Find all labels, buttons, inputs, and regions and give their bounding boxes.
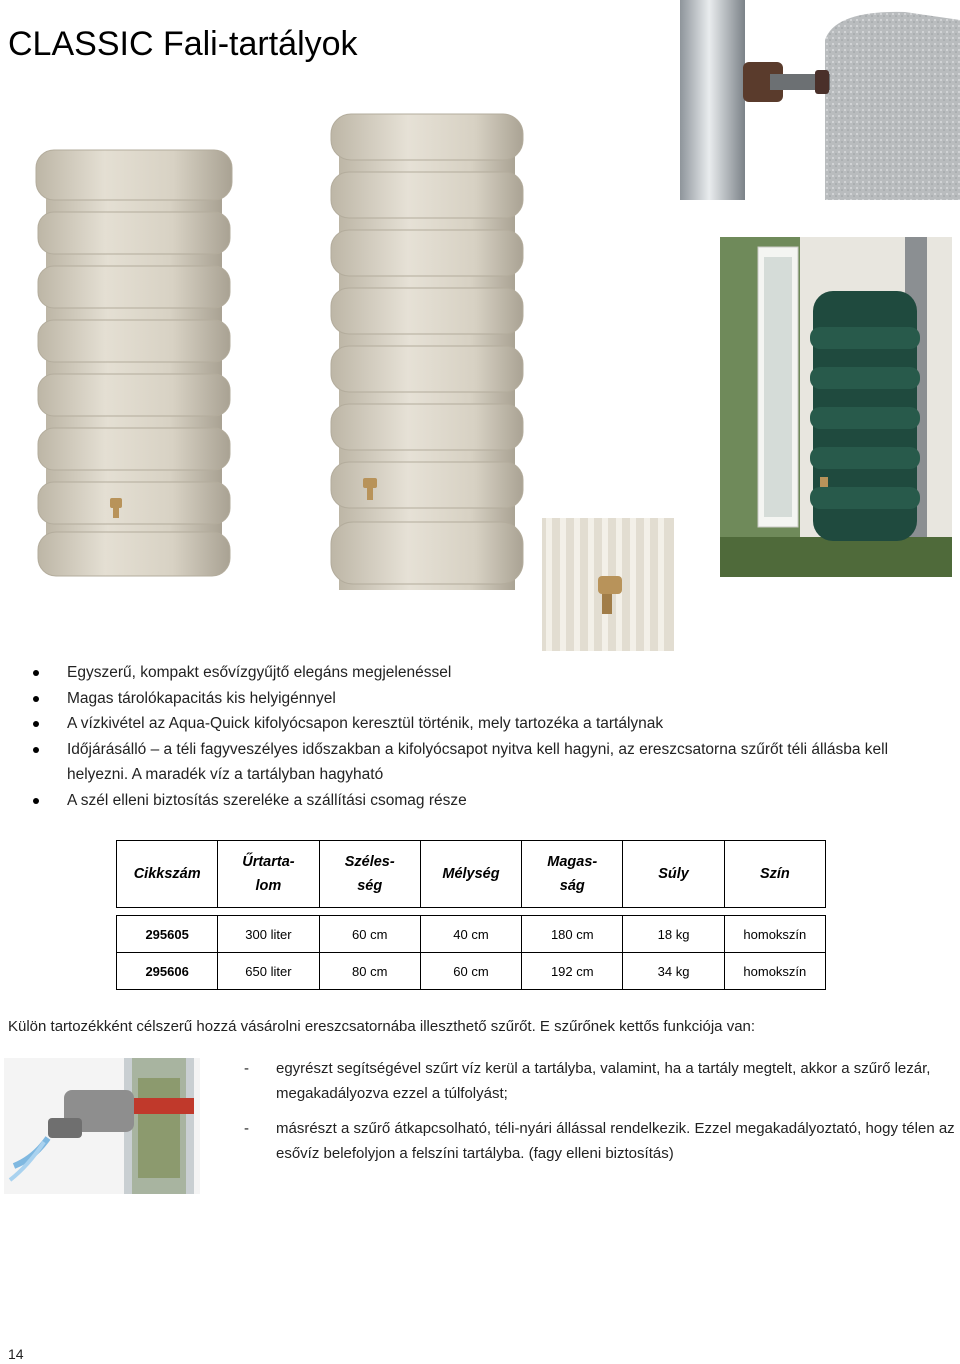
installed-tank-image: [720, 237, 952, 577]
cell-width: 80 cm: [319, 953, 420, 990]
list-item: [244, 1056, 956, 1106]
cell-capacity: 650 liter: [218, 953, 319, 990]
tap-closeup-image: [542, 518, 674, 651]
table-row: [117, 953, 826, 990]
list-item-text: másrészt a szűrő átkapcsolható, téli-nyári állással rendelkezik. Ezzel megakadályoztató, hogy télen az esővíz belefolyjon a felszíni tartályba. (fagy elleni biztosítás): [276, 1120, 955, 1162]
list-item: [244, 1116, 956, 1166]
header-weight: Súly: [623, 841, 724, 908]
table-row: [117, 916, 826, 953]
cell-depth: 40 cm: [420, 916, 521, 953]
cell-color: homokszín: [724, 953, 825, 990]
cell-height: 180 cm: [522, 916, 623, 953]
tank-large-image: [325, 110, 530, 610]
cell-code: 295606: [117, 953, 218, 990]
header-capacity: Űrtarta- lom: [218, 841, 319, 908]
accessory-list: [244, 1056, 956, 1176]
header-width: Széles- ség: [319, 841, 420, 908]
accessory-intro: Külön tartozékként célszerű hozzá vásárolni ereszcsatornába illeszthető szűrőt. E szűrőnek kettős funkciója van:: [8, 1018, 756, 1035]
feature-list: [30, 660, 950, 813]
table-spacer: [117, 908, 826, 916]
page-title: CLASSIC Fali-tartályok: [8, 24, 358, 63]
cell-depth: 60 cm: [420, 953, 521, 990]
cell-capacity: 300 liter: [218, 916, 319, 953]
cell-width: 60 cm: [319, 916, 420, 953]
list-item: Egyszerű, kompakt esővízgyűjtő elegáns megjelenéssel: [30, 660, 950, 686]
cell-color: homokszín: [724, 916, 825, 953]
cell-weight: 34 kg: [623, 953, 724, 990]
page-number: 14: [8, 1346, 24, 1362]
cell-weight: 18 kg: [623, 916, 724, 953]
list-item: A vízkivétel az Aqua-Quick kifolyócsapon keresztül történik, mely tartozéka a tartálynak: [30, 711, 950, 737]
list-item: Időjárásálló – a téli fagyveszélyes időszakban a kifolyócsapot nyitva kell hagyni, az ereszcsatorna szűrőt téli állásba kell helyezni. A maradék víz a tartályban hagyható: [30, 737, 950, 788]
list-item: Magas tárolókapacitás kis helyigénnyel: [30, 686, 950, 712]
header-color: Szín: [724, 841, 825, 908]
gutter-filter-image: [4, 1058, 200, 1194]
header-depth: Mélység: [420, 841, 521, 908]
tank-small-image: [20, 120, 250, 590]
mount-closeup-image: [675, 0, 960, 200]
cell-height: 192 cm: [522, 953, 623, 990]
list-item: A szél elleni biztosítás szereléke a szállítási csomag része: [30, 788, 950, 814]
cell-code: 295605: [117, 916, 218, 953]
table-header-row: [117, 841, 826, 908]
list-item-text: egyrészt segítségével szűrt víz kerül a tartályba, valamint, ha a tartály megtelt, akkor a szűrő lezár, megakadályozva ezzel a túlfolyást;: [276, 1060, 931, 1102]
spec-table: [116, 840, 826, 990]
dash-marker: -: [244, 1060, 249, 1077]
header-height: Magas- ság: [522, 841, 623, 908]
header-code: Cikkszám: [117, 841, 218, 908]
dash-marker: -: [244, 1120, 249, 1137]
